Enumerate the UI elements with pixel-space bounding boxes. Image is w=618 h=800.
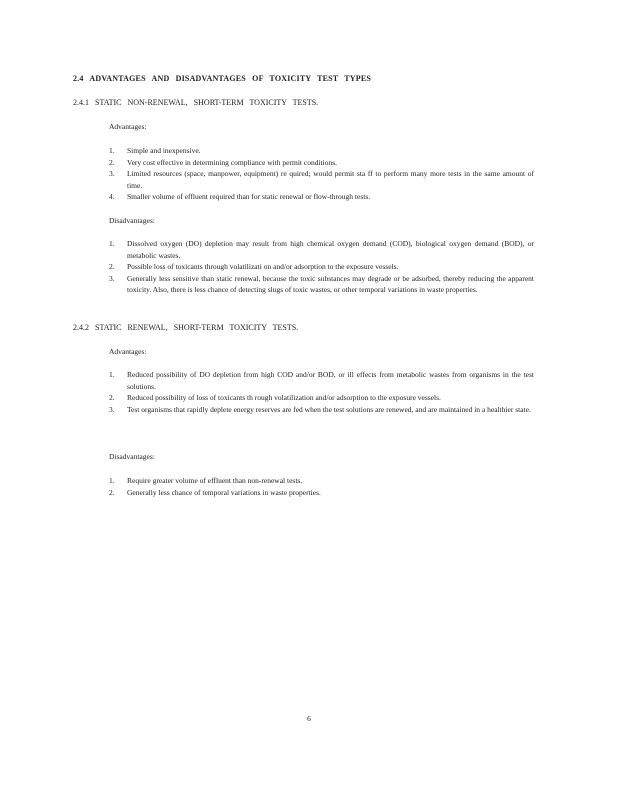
list-number: 3.: [109, 273, 115, 283]
list-text: Limited resources (space, manpower, equipment) re quired; would permit sta ff to perform many more tests in the same amount of time.: [127, 169, 534, 190]
list-number: 3.: [109, 169, 115, 178]
list-text: Very cost effective in determining compliance with permit conditions.: [127, 157, 338, 167]
list-number: 4.: [109, 192, 115, 201]
list-number: 2.: [109, 393, 115, 402]
list-number: 1.: [109, 370, 115, 379]
list-text: Possible loss of toxicants through volatilizati on and/or adsorption to the exposure vessels.: [127, 262, 399, 271]
disadvantages-list: [109, 238, 534, 296]
advantages-label: Advantages:: [109, 122, 147, 131]
list-text: Reduced possibility of DO depletion from high COD and/or BOD, or ill effects from metabolic wastes from organisms in the test solutions.: [127, 370, 534, 391]
page-number: 6: [307, 714, 311, 723]
section-title: 2.4 ADVANTAGES AND DISADVANTAGES OF TOXICITY TEST TYPES: [73, 74, 372, 83]
list-text: Dissolved oxygen (DO) depletion may result from high chemical oxygen demand (COD), biological oxygen demand (BOD), or metabolic wastes.: [127, 239, 534, 260]
disadvantages-label: Disadvantages:: [109, 452, 155, 461]
list-number: 2.: [109, 262, 115, 271]
list-item: [109, 369, 534, 392]
list-item: [109, 238, 534, 261]
list-number: 1.: [109, 146, 115, 155]
advantages-list: [109, 145, 534, 203]
list-text: Smaller volume of effluent required than for static renewal or flow-through tests.: [127, 192, 371, 201]
list-item: [109, 273, 534, 296]
list-number: 3.: [109, 404, 115, 414]
list-text: Require greater volume of effluent than non-renewal tests.: [127, 476, 303, 485]
list-item: [109, 191, 534, 203]
list-item: [109, 487, 534, 499]
list-text: Test organisms that rapidly deplete energy reserves are fed when the test solutions are renewed, and are maintained in a healthier state.: [127, 404, 531, 414]
list-number: 1.: [109, 476, 115, 485]
list-text: Simple and inexpensive.: [127, 146, 201, 155]
advantages-list: [109, 369, 534, 415]
list-text: Reduced possibility of loss of toxicants th rough volatilization and/or adsorption to the exposure vessels.: [127, 393, 441, 402]
list-item: [109, 392, 534, 404]
list-item: [109, 145, 534, 157]
list-number: 1.: [109, 239, 115, 248]
list-number: 2.: [109, 487, 115, 497]
list-item: [109, 404, 534, 416]
list-text: Generally less sensitive than static renewal, because the toxic substances may degrade or be adsorbed, thereby reducing the apparent toxicity. Also, there is less chance of detecting slugs of toxic wastes, or other temporal variations in waste properties.: [127, 273, 534, 294]
disadvantages-list: [109, 475, 534, 498]
list-text: Generally less chance of temporal variations in waste properties.: [127, 487, 321, 497]
list-item: [109, 168, 534, 191]
subsection-heading-2-4-2: 2.4.2 STATIC RENEWAL, SHORT-TERM TOXICITY TESTS.: [73, 323, 299, 332]
disadvantages-label: Disadvantages:: [109, 216, 155, 225]
list-number: 2.: [109, 157, 115, 167]
list-item: [109, 475, 534, 487]
advantages-label: Advantages:: [109, 347, 147, 356]
list-item: [109, 157, 534, 169]
list-item: [109, 261, 534, 273]
subsection-heading-2-4-1: 2.4.1 STATIC NON-RENEWAL, SHORT-TERM TOXICITY TESTS.: [73, 98, 319, 107]
